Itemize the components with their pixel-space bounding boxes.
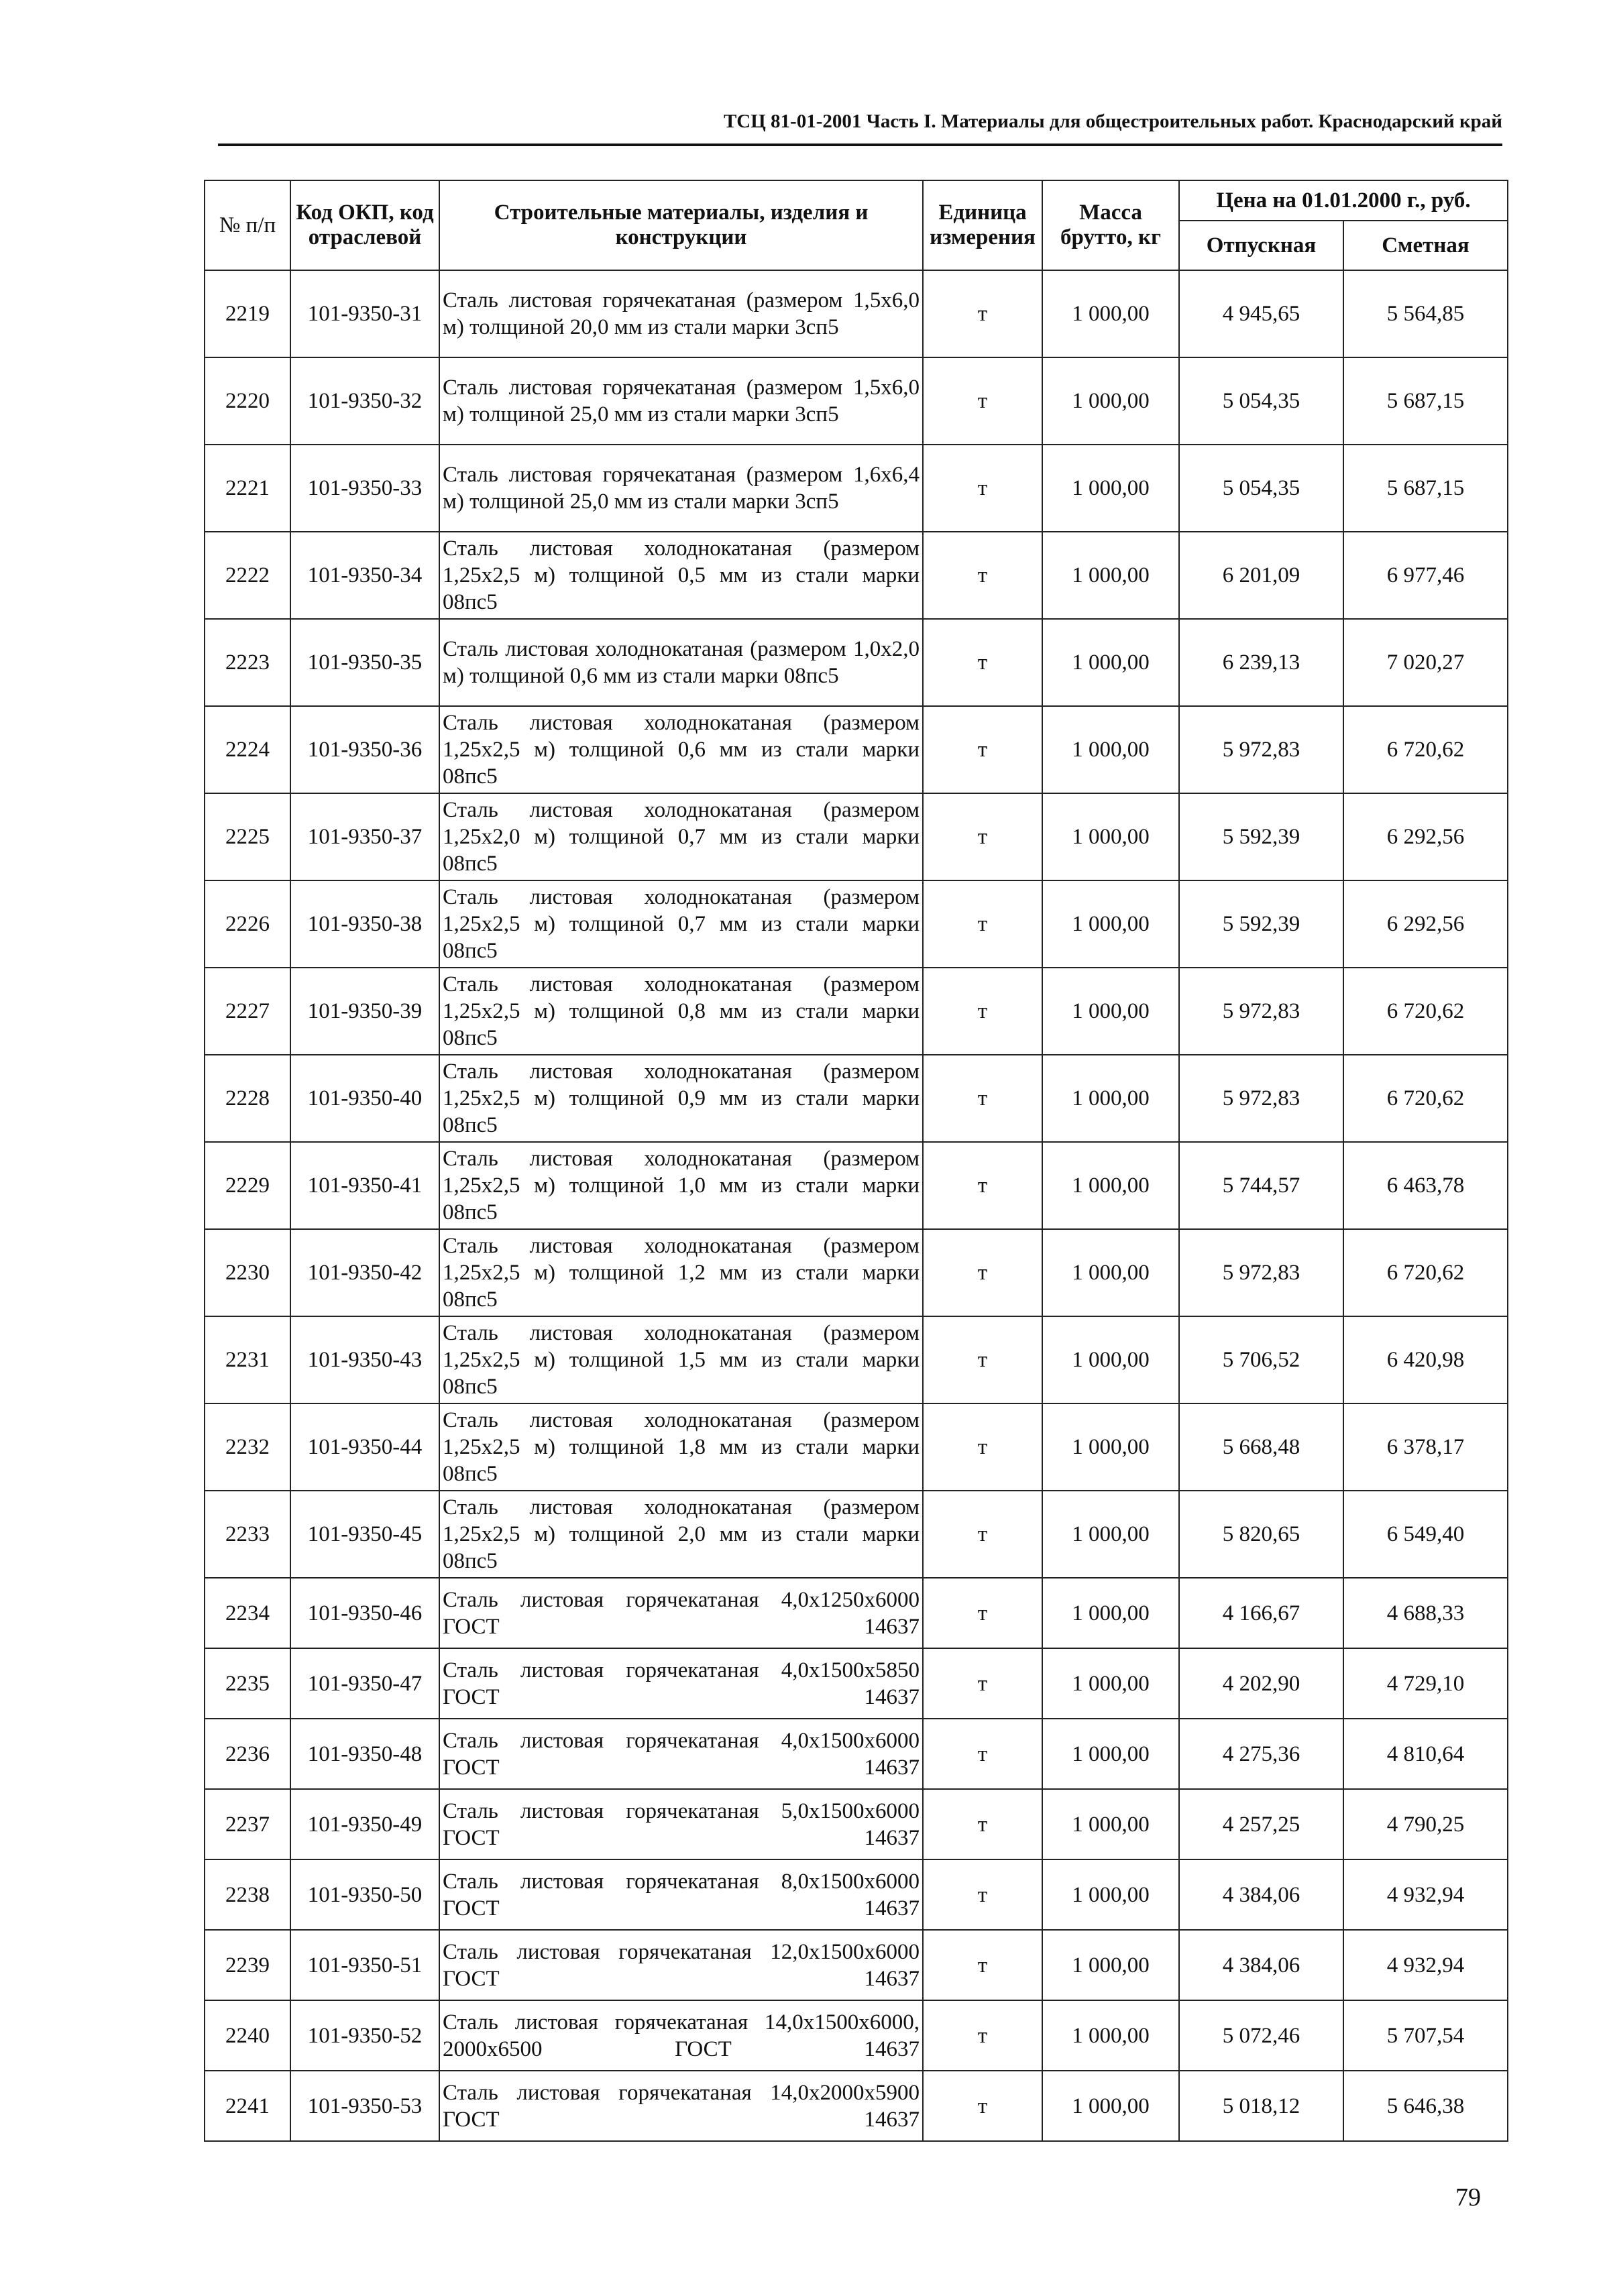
cell-price-release: 5 706,52 [1179, 1316, 1343, 1403]
cell-name: Сталь листовая холоднокатаная (размером 1,0х2,0 м) толщиной 0,6 мм из стали марки 08пс5 [439, 619, 923, 706]
cell-code: 101-9350-42 [290, 1229, 439, 1316]
cell-unit: т [923, 619, 1042, 706]
cell-price-release: 6 201,09 [1179, 532, 1343, 619]
cell-price-release: 5 820,65 [1179, 1491, 1343, 1578]
cell-unit: т [923, 1789, 1042, 1859]
table-row [205, 1930, 1508, 2000]
table-row [205, 793, 1508, 880]
cell-num: 2224 [205, 706, 290, 793]
table-row [205, 968, 1508, 1055]
col-header-name: Строительные материалы, изделия и конструкции [439, 180, 923, 270]
cell-name: Сталь листовая холоднокатаная (размером 1,25х2,5 м) толщиной 0,7 мм из стали марки 08пс5 [439, 880, 923, 968]
cell-code: 101-9350-46 [290, 1578, 439, 1648]
cell-price-estimate: 6 420,98 [1343, 1316, 1508, 1403]
cell-num: 2225 [205, 793, 290, 880]
cell-price-estimate: 6 378,17 [1343, 1403, 1508, 1491]
table-row [205, 880, 1508, 968]
cell-price-release: 4 202,90 [1179, 1648, 1343, 1719]
cell-name: Сталь листовая горячекатаная (размером 1,5х6,0 м) толщиной 25,0 мм из стали марки 3сп5 [439, 357, 923, 445]
table-body [205, 270, 1508, 2141]
cell-name: Сталь листовая холоднокатаная (размером 1,25х2,5 м) толщиной 0,6 мм из стали марки 08пс5 [439, 706, 923, 793]
col-header-unit: Единица измерения [923, 180, 1042, 270]
cell-mass: 1 000,00 [1042, 619, 1179, 706]
cell-code: 101-9350-34 [290, 532, 439, 619]
table-row [205, 1648, 1508, 1719]
cell-unit: т [923, 1403, 1042, 1491]
cell-num: 2229 [205, 1142, 290, 1229]
table-row [205, 1142, 1508, 1229]
cell-unit: т [923, 1859, 1042, 1930]
cell-price-release: 5 972,83 [1179, 706, 1343, 793]
cell-code: 101-9350-35 [290, 619, 439, 706]
cell-name: Сталь листовая горячекатаная 14,0х2000х5900 ГОСТ 14637 [439, 2071, 923, 2141]
cell-mass: 1 000,00 [1042, 1229, 1179, 1316]
cell-unit: т [923, 1316, 1042, 1403]
cell-num: 2240 [205, 2000, 290, 2071]
cell-price-release: 4 384,06 [1179, 1930, 1343, 2000]
cell-name: Сталь листовая горячекатаная (размером 1,5х6,0 м) толщиной 20,0 мм из стали марки 3сп5 [439, 270, 923, 357]
cell-code: 101-9350-37 [290, 793, 439, 880]
cell-code: 101-9350-44 [290, 1403, 439, 1491]
cell-name: Сталь листовая горячекатаная 8,0х1500х6000 ГОСТ 14637 [439, 1859, 923, 1930]
cell-code: 101-9350-45 [290, 1491, 439, 1578]
cell-num: 2222 [205, 532, 290, 619]
cell-code: 101-9350-53 [290, 2071, 439, 2141]
table-row [205, 1719, 1508, 1789]
cell-name: Сталь листовая холоднокатаная (размером 1,25х2,5 м) толщиной 1,8 мм из стали марки 08пс5 [439, 1403, 923, 1491]
cell-mass: 1 000,00 [1042, 793, 1179, 880]
cell-unit: т [923, 532, 1042, 619]
cell-name: Сталь листовая холоднокатаная (размером 1,25х2,0 м) толщиной 0,7 мм из стали марки 08пс5 [439, 793, 923, 880]
cell-mass: 1 000,00 [1042, 1648, 1179, 1719]
cell-num: 2237 [205, 1789, 290, 1859]
cell-unit: т [923, 2071, 1042, 2141]
cell-price-estimate: 6 720,62 [1343, 1229, 1508, 1316]
cell-price-release: 5 054,35 [1179, 357, 1343, 445]
table-row [205, 1316, 1508, 1403]
cell-mass: 1 000,00 [1042, 1578, 1179, 1648]
cell-unit: т [923, 968, 1042, 1055]
table-row [205, 532, 1508, 619]
cell-code: 101-9350-47 [290, 1648, 439, 1719]
cell-name: Сталь листовая горячекатаная (размером 1,6х6,4 м) толщиной 25,0 мм из стали марки 3сп5 [439, 445, 923, 532]
cell-price-estimate: 5 646,38 [1343, 2071, 1508, 2141]
cell-mass: 1 000,00 [1042, 1789, 1179, 1859]
table-row [205, 1055, 1508, 1142]
header-rule [218, 144, 1502, 146]
table-row [205, 2000, 1508, 2071]
cell-code: 101-9350-49 [290, 1789, 439, 1859]
col-header-price-group: Цена на 01.01.2000 г., руб. [1179, 180, 1508, 221]
cell-name: Сталь листовая холоднокатаная (размером 1,25х2,5 м) толщиной 1,0 мм из стали марки 08пс5 [439, 1142, 923, 1229]
cell-price-estimate: 6 292,56 [1343, 880, 1508, 968]
cell-price-release: 5 592,39 [1179, 793, 1343, 880]
cell-num: 2228 [205, 1055, 290, 1142]
cell-price-release: 5 592,39 [1179, 880, 1343, 968]
table-row [205, 1491, 1508, 1578]
cell-price-estimate: 6 720,62 [1343, 1055, 1508, 1142]
cell-price-estimate: 5 687,15 [1343, 357, 1508, 445]
table-row [205, 1578, 1508, 1648]
cell-num: 2227 [205, 968, 290, 1055]
table-row [205, 445, 1508, 532]
cell-name: Сталь листовая холоднокатаная (размером 1,25х2,5 м) толщиной 0,8 мм из стали марки 08пс5 [439, 968, 923, 1055]
cell-code: 101-9350-43 [290, 1316, 439, 1403]
table-row [205, 1789, 1508, 1859]
cell-price-estimate: 4 729,10 [1343, 1648, 1508, 1719]
cell-mass: 1 000,00 [1042, 1055, 1179, 1142]
cell-price-estimate: 6 292,56 [1343, 793, 1508, 880]
cell-unit: т [923, 793, 1042, 880]
cell-name: Сталь листовая горячекатаная 14,0х1500х6000, 2000х6500 ГОСТ 14637 [439, 2000, 923, 2071]
table-row [205, 619, 1508, 706]
cell-unit: т [923, 1491, 1042, 1578]
cell-price-estimate: 5 564,85 [1343, 270, 1508, 357]
cell-unit: т [923, 1578, 1042, 1648]
cell-num: 2231 [205, 1316, 290, 1403]
cell-price-estimate: 5 707,54 [1343, 2000, 1508, 2071]
cell-name: Сталь листовая холоднокатаная (размером 1,25х2,5 м) толщиной 1,5 мм из стали марки 08пс5 [439, 1316, 923, 1403]
cell-code: 101-9350-50 [290, 1859, 439, 1930]
cell-unit: т [923, 1648, 1042, 1719]
cell-name: Сталь листовая холоднокатаная (размером 1,25х2,5 м) толщиной 0,9 мм из стали марки 08пс5 [439, 1055, 923, 1142]
cell-price-estimate: 4 810,64 [1343, 1719, 1508, 1789]
cell-price-estimate: 4 688,33 [1343, 1578, 1508, 1648]
cell-price-estimate: 4 932,94 [1343, 1930, 1508, 2000]
cell-num: 2235 [205, 1648, 290, 1719]
cell-price-release: 4 166,67 [1179, 1578, 1343, 1648]
cell-name: Сталь листовая холоднокатаная (размером 1,25х2,5 м) толщиной 0,5 мм из стали марки 08пс5 [439, 532, 923, 619]
cell-mass: 1 000,00 [1042, 357, 1179, 445]
cell-price-release: 5 054,35 [1179, 445, 1343, 532]
cell-unit: т [923, 1930, 1042, 2000]
table-row [205, 1859, 1508, 1930]
cell-name: Сталь листовая горячекатаная 12,0х1500х6000 ГОСТ 14637 [439, 1930, 923, 2000]
cell-code: 101-9350-51 [290, 1930, 439, 2000]
cell-name: Сталь листовая горячекатаная 4,0х1250х6000 ГОСТ 14637 [439, 1578, 923, 1648]
cell-num: 2220 [205, 357, 290, 445]
page-number: 79 [1455, 2183, 1481, 2212]
cell-code: 101-9350-33 [290, 445, 439, 532]
table-row [205, 357, 1508, 445]
cell-mass: 1 000,00 [1042, 2071, 1179, 2141]
cell-num: 2232 [205, 1403, 290, 1491]
cell-mass: 1 000,00 [1042, 1491, 1179, 1578]
cell-name: Сталь листовая холоднокатаная (размером 1,25х2,5 м) толщиной 1,2 мм из стали марки 08пс5 [439, 1229, 923, 1316]
cell-name: Сталь листовая горячекатаная 4,0х1500х5850 ГОСТ 14637 [439, 1648, 923, 1719]
cell-mass: 1 000,00 [1042, 2000, 1179, 2071]
cell-price-estimate: 6 720,62 [1343, 968, 1508, 1055]
cell-num: 2223 [205, 619, 290, 706]
cell-price-release: 4 257,25 [1179, 1789, 1343, 1859]
cell-num: 2234 [205, 1578, 290, 1648]
cell-unit: т [923, 357, 1042, 445]
cell-price-release: 5 972,83 [1179, 968, 1343, 1055]
cell-price-estimate: 4 790,25 [1343, 1789, 1508, 1859]
cell-price-estimate: 6 720,62 [1343, 706, 1508, 793]
cell-code: 101-9350-31 [290, 270, 439, 357]
col-header-code: Код ОКП, код отраслевой [290, 180, 439, 270]
cell-code: 101-9350-40 [290, 1055, 439, 1142]
cell-mass: 1 000,00 [1042, 1142, 1179, 1229]
cell-code: 101-9350-38 [290, 880, 439, 968]
cell-mass: 1 000,00 [1042, 880, 1179, 968]
cell-price-release: 5 744,57 [1179, 1142, 1343, 1229]
cell-code: 101-9350-39 [290, 968, 439, 1055]
cell-code: 101-9350-32 [290, 357, 439, 445]
col-header-mass: Масса брутто, кг [1042, 180, 1179, 270]
col-header-price-release: Отпускная [1179, 221, 1343, 270]
cell-price-release: 4 275,36 [1179, 1719, 1343, 1789]
cell-unit: т [923, 880, 1042, 968]
cell-name: Сталь листовая горячекатаная 5,0х1500х6000 ГОСТ 14637 [439, 1789, 923, 1859]
cell-unit: т [923, 1142, 1042, 1229]
cell-price-release: 5 668,48 [1179, 1403, 1343, 1491]
page-header: ТСЦ 81-01-2001 Часть I. Материалы для общестроительных работ. Краснодарский край [723, 111, 1502, 132]
cell-price-estimate: 7 020,27 [1343, 619, 1508, 706]
cell-num: 2230 [205, 1229, 290, 1316]
table-row [205, 270, 1508, 357]
cell-price-estimate: 4 932,94 [1343, 1859, 1508, 1930]
cell-price-estimate: 6 549,40 [1343, 1491, 1508, 1578]
cell-unit: т [923, 270, 1042, 357]
cell-num: 2233 [205, 1491, 290, 1578]
cell-mass: 1 000,00 [1042, 1316, 1179, 1403]
cell-mass: 1 000,00 [1042, 532, 1179, 619]
cell-mass: 1 000,00 [1042, 1930, 1179, 2000]
cell-name: Сталь листовая холоднокатаная (размером 1,25х2,5 м) толщиной 2,0 мм из стали марки 08пс5 [439, 1491, 923, 1578]
cell-num: 2239 [205, 1930, 290, 2000]
cell-price-release: 5 018,12 [1179, 2071, 1343, 2141]
cell-unit: т [923, 445, 1042, 532]
col-header-price-estimate: Сметная [1343, 221, 1508, 270]
cell-unit: т [923, 2000, 1042, 2071]
cell-price-estimate: 5 687,15 [1343, 445, 1508, 532]
cell-num: 2238 [205, 1859, 290, 1930]
cell-price-estimate: 6 977,46 [1343, 532, 1508, 619]
cell-code: 101-9350-41 [290, 1142, 439, 1229]
cell-code: 101-9350-52 [290, 2000, 439, 2071]
cell-mass: 1 000,00 [1042, 968, 1179, 1055]
table-row [205, 2071, 1508, 2141]
cell-mass: 1 000,00 [1042, 270, 1179, 357]
table-row [205, 706, 1508, 793]
cell-num: 2236 [205, 1719, 290, 1789]
cell-mass: 1 000,00 [1042, 1859, 1179, 1930]
cell-price-release: 5 072,46 [1179, 2000, 1343, 2071]
cell-code: 101-9350-36 [290, 706, 439, 793]
cell-price-release: 4 945,65 [1179, 270, 1343, 357]
table-row [205, 1403, 1508, 1491]
cell-price-release: 6 239,13 [1179, 619, 1343, 706]
price-table [204, 180, 1508, 2142]
cell-num: 2219 [205, 270, 290, 357]
cell-price-release: 5 972,83 [1179, 1229, 1343, 1316]
cell-num: 2221 [205, 445, 290, 532]
cell-num: 2241 [205, 2071, 290, 2141]
cell-mass: 1 000,00 [1042, 1719, 1179, 1789]
cell-unit: т [923, 1055, 1042, 1142]
cell-price-estimate: 6 463,78 [1343, 1142, 1508, 1229]
cell-name: Сталь листовая горячекатаная 4,0х1500х6000 ГОСТ 14637 [439, 1719, 923, 1789]
cell-unit: т [923, 1719, 1042, 1789]
col-header-num: № п/п [205, 180, 290, 270]
cell-mass: 1 000,00 [1042, 706, 1179, 793]
cell-unit: т [923, 1229, 1042, 1316]
cell-mass: 1 000,00 [1042, 1403, 1179, 1491]
cell-num: 2226 [205, 880, 290, 968]
table-row [205, 1229, 1508, 1316]
cell-mass: 1 000,00 [1042, 445, 1179, 532]
cell-unit: т [923, 706, 1042, 793]
cell-price-release: 5 972,83 [1179, 1055, 1343, 1142]
cell-price-release: 4 384,06 [1179, 1859, 1343, 1930]
cell-code: 101-9350-48 [290, 1719, 439, 1789]
